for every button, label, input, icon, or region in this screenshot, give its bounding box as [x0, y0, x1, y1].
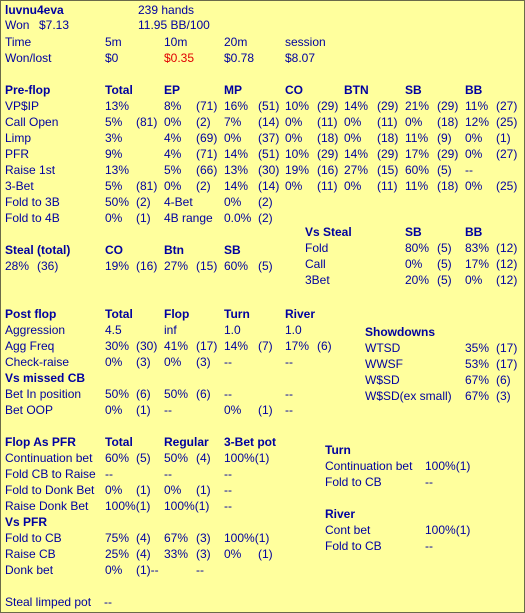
- preflop-row-label: VP$IP: [5, 99, 40, 113]
- stat-cell: 0%: [105, 211, 123, 225]
- stat-count: (1): [258, 403, 273, 417]
- wonlost-session: $8.07: [285, 51, 316, 65]
- stat-count: (6): [496, 373, 511, 387]
- stat-cell: 0%: [224, 403, 242, 417]
- vs-steal-header-sb: SB: [405, 225, 422, 239]
- vs-steal-row-label: Fold: [305, 241, 329, 255]
- stat-count: (29): [377, 99, 399, 113]
- showdowns-title: Showdowns: [365, 325, 435, 339]
- stat-cell: 50%: [164, 451, 189, 465]
- vs-pfr-row-label: Raise CB: [5, 547, 56, 561]
- turn-row-label: Continuation bet: [325, 459, 413, 473]
- stat-count: (2): [258, 211, 273, 225]
- river-row-label: Cont bet: [325, 523, 371, 537]
- stat-cell: 8%: [164, 99, 182, 113]
- stat-cell: 0%: [105, 355, 123, 369]
- stat-cell: 13%: [224, 163, 249, 177]
- stat-count: (51): [258, 147, 280, 161]
- flop-pfr-header-3bet: 3-Bet pot: [224, 435, 276, 449]
- stat-cell: 14%: [224, 179, 249, 193]
- won-label: Won: [5, 18, 30, 32]
- preflop-header-mp: MP: [224, 83, 242, 97]
- stat-count: (2): [196, 179, 211, 193]
- stat-cell: 10%: [285, 147, 310, 161]
- stat-count: (12): [496, 241, 518, 255]
- stat-count: (18): [437, 179, 459, 193]
- stat-cell: 0%: [465, 131, 483, 145]
- stat-count: (12): [496, 257, 518, 271]
- stat-count: (3): [136, 355, 151, 369]
- stat-count: (6): [317, 339, 332, 353]
- stat-cell: 0%: [405, 257, 423, 271]
- stat-count: (25): [496, 115, 518, 129]
- stat-count: (5): [136, 451, 151, 465]
- stat-cell: 0%: [164, 115, 182, 129]
- stat-count: (1): [258, 547, 273, 561]
- stat-count: (5): [437, 257, 452, 271]
- stat-cell: 10%: [285, 99, 310, 113]
- flop-pfr-header-total: Total: [105, 435, 133, 449]
- stat-cell: 67%: [465, 373, 490, 387]
- stat-count: (3): [196, 547, 211, 561]
- stat-count: (3): [496, 389, 511, 403]
- stat-cell: 50%: [105, 387, 130, 401]
- stat-cell: 11%: [405, 179, 429, 193]
- stat-cell: 27%: [344, 163, 369, 177]
- stat-cell: 75%: [105, 531, 130, 545]
- stat-count: (69): [196, 131, 218, 145]
- stat-count: (17): [496, 341, 518, 355]
- stat-cell: 27%: [164, 259, 189, 273]
- stat-cell: 4%: [164, 131, 182, 145]
- stat-cell: --: [196, 563, 204, 577]
- stat-count: (4): [136, 547, 151, 561]
- wonlost-5m: $0: [105, 51, 119, 65]
- preflop-header-sb: SB: [405, 83, 422, 97]
- stat-count: (1): [136, 403, 151, 417]
- stat-count: (6): [136, 387, 151, 401]
- stat-cell: 0%: [105, 403, 123, 417]
- stat-count: (16): [317, 163, 339, 177]
- stat-cell: 17%: [465, 257, 490, 271]
- hands-count: 239 hands: [138, 3, 195, 17]
- stat-cell: 5%: [164, 163, 182, 177]
- stat-count: (7): [258, 339, 273, 353]
- preflop-header-bb: BB: [465, 83, 483, 97]
- stat-count: (3): [196, 531, 211, 545]
- stat-count: (11): [377, 115, 398, 129]
- stat-count: (5): [437, 241, 452, 255]
- steal-limped-label: Steal limped pot: [5, 595, 92, 609]
- stat-cell: 100%(1): [224, 451, 270, 465]
- stat-cell: 100%(1): [105, 499, 151, 513]
- stat-count: (27): [496, 99, 518, 113]
- stat-cell: 100%(1): [164, 499, 210, 513]
- stat-cell: 0%: [105, 563, 123, 577]
- stat-count: (5): [437, 273, 452, 287]
- stat-cell: 0%: [164, 179, 182, 193]
- time-label: Time: [5, 35, 32, 49]
- showdowns-row-label: W$SD: [365, 373, 400, 387]
- stat-count: (14): [258, 179, 280, 193]
- stat-cell: 11%: [405, 131, 429, 145]
- time-header-10m: 10m: [164, 35, 188, 49]
- missed-cb-row-label: Bet In position: [5, 387, 82, 401]
- stat-count: (37): [258, 131, 280, 145]
- steal-header-btn: Btn: [164, 243, 184, 257]
- preflop-row-label: Call Open: [5, 115, 59, 129]
- postflop-row-label: Aggression: [5, 323, 66, 337]
- stat-cell: --: [285, 355, 293, 369]
- vs-pfr-title: Vs PFR: [5, 515, 48, 529]
- time-header-20m: 20m: [224, 35, 248, 49]
- postflop-header-turn: Turn: [224, 307, 250, 321]
- preflop-row-label: 3-Bet: [5, 179, 34, 193]
- stat-count: (51): [258, 99, 280, 113]
- stat-cell: 14%: [224, 147, 249, 161]
- stat-count: (25): [496, 179, 518, 193]
- stat-count: (29): [317, 99, 339, 113]
- postflop-row-label: Check-raise: [5, 355, 70, 369]
- preflop-row-label: Limp: [5, 131, 32, 145]
- postflop-header-total: Total: [105, 307, 133, 321]
- stat-count: (27): [496, 147, 518, 161]
- stat-cell: 4%: [164, 147, 182, 161]
- stat-count: (18): [317, 131, 339, 145]
- stat-count: (17): [196, 339, 218, 353]
- stat-cell: --: [285, 403, 293, 417]
- showdowns-row-label: W$SD(ex small): [365, 389, 452, 403]
- postflop-header-flop: Flop: [164, 307, 190, 321]
- stat-cell: 3%: [105, 131, 123, 145]
- stat-cell: inf: [164, 323, 177, 337]
- stat-count: (81): [136, 115, 158, 129]
- stat-cell: 4.5: [105, 323, 122, 337]
- stat-cell: 0%: [465, 147, 483, 161]
- stat-count: (6): [196, 387, 211, 401]
- preflop-header-co: CO: [285, 83, 303, 97]
- stat-cell: --: [465, 163, 473, 177]
- stat-count: (71): [196, 147, 218, 161]
- stat-cell: 0%: [285, 131, 303, 145]
- preflop-row-label: Fold to 3B: [5, 195, 60, 209]
- stat-cell: --: [164, 403, 172, 417]
- river-title: River: [325, 507, 356, 521]
- won-amount: $7.13: [39, 18, 70, 32]
- bb-per-100: 11.95 BB/100: [138, 18, 210, 32]
- stat-cell: 0%: [465, 273, 483, 287]
- stat-count: (16): [136, 259, 158, 273]
- stat-cell: --: [224, 483, 232, 497]
- stat-count: (30): [258, 163, 280, 177]
- stat-cell: 13%: [105, 99, 130, 113]
- stat-count: (1): [496, 131, 511, 145]
- player-name: luvnu4eva: [5, 3, 64, 17]
- steal-limped-value: --: [104, 595, 112, 609]
- missed-cb-row-label: Bet OOP: [5, 403, 54, 417]
- stat-count: (36): [37, 259, 59, 273]
- stat-count: (11): [377, 179, 398, 193]
- stat-cell: 0%: [344, 179, 362, 193]
- stat-count: (29): [437, 99, 459, 113]
- stat-cell: 1.0: [224, 323, 241, 337]
- stat-count: (71): [196, 99, 218, 113]
- stat-cell: 0%: [224, 195, 242, 209]
- stat-cell: --: [224, 499, 232, 513]
- wonlost-10m: $0.35: [164, 51, 195, 65]
- stat-count: (12): [496, 273, 518, 287]
- stat-cell: 100%(1): [425, 523, 471, 537]
- stat-cell: 0%: [344, 115, 362, 129]
- showdowns-row-label: WWSF: [365, 357, 403, 371]
- stat-count: (29): [437, 147, 459, 161]
- vs-pfr-row-label: Donk bet: [5, 563, 54, 577]
- stat-count: (17): [496, 357, 518, 371]
- stat-cell: 5%: [105, 179, 123, 193]
- wonlost-label: Won/lost: [5, 51, 52, 65]
- time-header-5m: 5m: [105, 35, 122, 49]
- stat-cell: 100%(1): [425, 459, 471, 473]
- stat-cell: 16%: [224, 99, 249, 113]
- preflop-row-label: PFR: [5, 147, 29, 161]
- stat-count: (9): [437, 131, 452, 145]
- stat-count: (29): [377, 147, 399, 161]
- preflop-header-ep: EP: [164, 83, 181, 97]
- stat-count: (1)--: [136, 563, 159, 577]
- stat-cell: 0%: [224, 131, 242, 145]
- stat-cell: 0.0%: [224, 211, 252, 225]
- stat-cell: 60%: [224, 259, 249, 273]
- wonlost-20m: $0.78: [224, 51, 255, 65]
- stat-count: (81): [136, 179, 158, 193]
- flop-pfr-row-label: Raise Donk Bet: [5, 499, 89, 513]
- stat-cell: 100%(1): [224, 531, 270, 545]
- stat-cell: 11%: [465, 99, 489, 113]
- vs-steal-row-label: Call: [305, 257, 326, 271]
- stat-cell: 83%: [465, 241, 490, 255]
- turn-row-label: Fold to CB: [325, 475, 382, 489]
- stat-count: (15): [377, 163, 399, 177]
- flop-pfr-row-label: Fold to Donk Bet: [5, 483, 95, 497]
- stat-count: (3): [196, 355, 211, 369]
- missed-cb-title: Vs missed CB: [5, 371, 86, 385]
- stat-cell: 0%: [405, 115, 423, 129]
- turn-title: Turn: [325, 443, 351, 457]
- stat-cell: 0%: [164, 355, 182, 369]
- stat-cell: 0%: [465, 179, 483, 193]
- vs-pfr-row-label: Fold to CB: [5, 531, 62, 545]
- stat-cell: 28%: [5, 259, 30, 273]
- stat-cell: 80%: [405, 241, 430, 255]
- stat-cell: --: [425, 539, 433, 553]
- stat-count: (1): [136, 211, 151, 225]
- stat-cell: 0%: [105, 483, 123, 497]
- preflop-row-label: Fold to 4B: [5, 211, 60, 225]
- stat-cell: --: [425, 475, 433, 489]
- stat-cell: --: [285, 387, 293, 401]
- stat-cell: 0%: [285, 115, 303, 129]
- flop-pfr-header-regular: Regular: [164, 435, 209, 449]
- stat-cell: 17%: [405, 147, 430, 161]
- stat-count: (1): [136, 483, 151, 497]
- stat-cell: 50%: [105, 195, 130, 209]
- stat-count: (2): [136, 195, 151, 209]
- stat-sublabel: 4-Bet: [164, 195, 193, 209]
- stat-cell: 7%: [224, 115, 242, 129]
- stat-cell: --: [224, 387, 232, 401]
- stat-count: (29): [317, 147, 339, 161]
- stat-cell: --: [164, 467, 172, 481]
- stat-cell: 50%: [164, 387, 189, 401]
- stat-count: (15): [196, 259, 218, 273]
- preflop-header-total: Total: [105, 83, 133, 97]
- flop-pfr-row-label: Fold CB to Raise: [5, 467, 96, 481]
- stat-cell: --: [224, 355, 232, 369]
- stat-count: (5): [437, 163, 452, 177]
- time-header-session: session: [285, 35, 326, 49]
- stat-count: (1): [196, 483, 211, 497]
- postflop-row-label: Agg Freq: [5, 339, 55, 353]
- stat-count: (18): [377, 131, 399, 145]
- preflop-row-label: Raise 1st: [5, 163, 56, 177]
- stat-count: (66): [196, 163, 218, 177]
- stat-count: (4): [196, 451, 211, 465]
- stat-count: (2): [258, 195, 273, 209]
- stat-count: (5): [258, 259, 273, 273]
- stat-count: (14): [258, 115, 280, 129]
- stat-cell: 14%: [224, 339, 249, 353]
- stat-count: (4): [136, 531, 151, 545]
- stat-cell: 20%: [405, 273, 430, 287]
- stat-cell: 9%: [105, 147, 123, 161]
- stat-cell: 30%: [105, 339, 130, 353]
- stat-sublabel: 4B range: [164, 211, 213, 225]
- stat-cell: 12%: [465, 115, 490, 129]
- postflop-header-river: River: [285, 307, 316, 321]
- stat-cell: 67%: [164, 531, 189, 545]
- stat-cell: 60%: [105, 451, 130, 465]
- stat-cell: 0%: [224, 547, 242, 561]
- stat-cell: 41%: [164, 339, 189, 353]
- preflop-header-btn: BTN: [344, 83, 369, 97]
- vs-steal-header-bb: BB: [465, 225, 483, 239]
- stat-cell: 35%: [465, 341, 490, 355]
- stat-cell: 0%: [285, 179, 303, 193]
- flop-pfr-row-label: Continuation bet: [5, 451, 93, 465]
- postflop-title: Post flop: [5, 307, 57, 321]
- stat-cell: 19%: [105, 259, 130, 273]
- stat-cell: 13%: [105, 163, 130, 177]
- stat-cell: 53%: [465, 357, 490, 371]
- stat-cell: 25%: [105, 547, 130, 561]
- stat-cell: 14%: [344, 147, 369, 161]
- stat-cell: 19%: [285, 163, 310, 177]
- river-row-label: Fold to CB: [325, 539, 382, 553]
- stat-cell: 5%: [105, 115, 123, 129]
- vs-steal-row-label: 3Bet: [305, 273, 330, 287]
- stat-cell: 0%: [164, 483, 182, 497]
- stat-cell: 17%: [285, 339, 310, 353]
- stat-count: (11): [317, 179, 338, 193]
- stat-cell: 14%: [344, 99, 369, 113]
- stat-count: (18): [437, 115, 459, 129]
- preflop-title: Pre-flop: [5, 83, 51, 97]
- stat-count: (2): [196, 115, 211, 129]
- stat-count: (11): [317, 115, 338, 129]
- stat-cell: 33%: [164, 547, 189, 561]
- showdowns-row-label: WTSD: [365, 341, 401, 355]
- flop-pfr-title: Flop As PFR: [5, 435, 76, 449]
- stat-cell: 1.0: [285, 323, 302, 337]
- stat-cell: 67%: [465, 389, 490, 403]
- stat-cell: --: [105, 467, 113, 481]
- steal-header-sb: SB: [224, 243, 241, 257]
- stat-cell: 0%: [344, 131, 362, 145]
- stat-cell: 21%: [405, 99, 430, 113]
- steal-title: Steal (total): [5, 243, 71, 257]
- stat-cell: --: [224, 467, 232, 481]
- vs-steal-title: Vs Steal: [305, 225, 352, 239]
- stat-count: (30): [136, 339, 158, 353]
- stat-cell: 60%: [405, 163, 430, 177]
- steal-header-co: CO: [105, 243, 123, 257]
